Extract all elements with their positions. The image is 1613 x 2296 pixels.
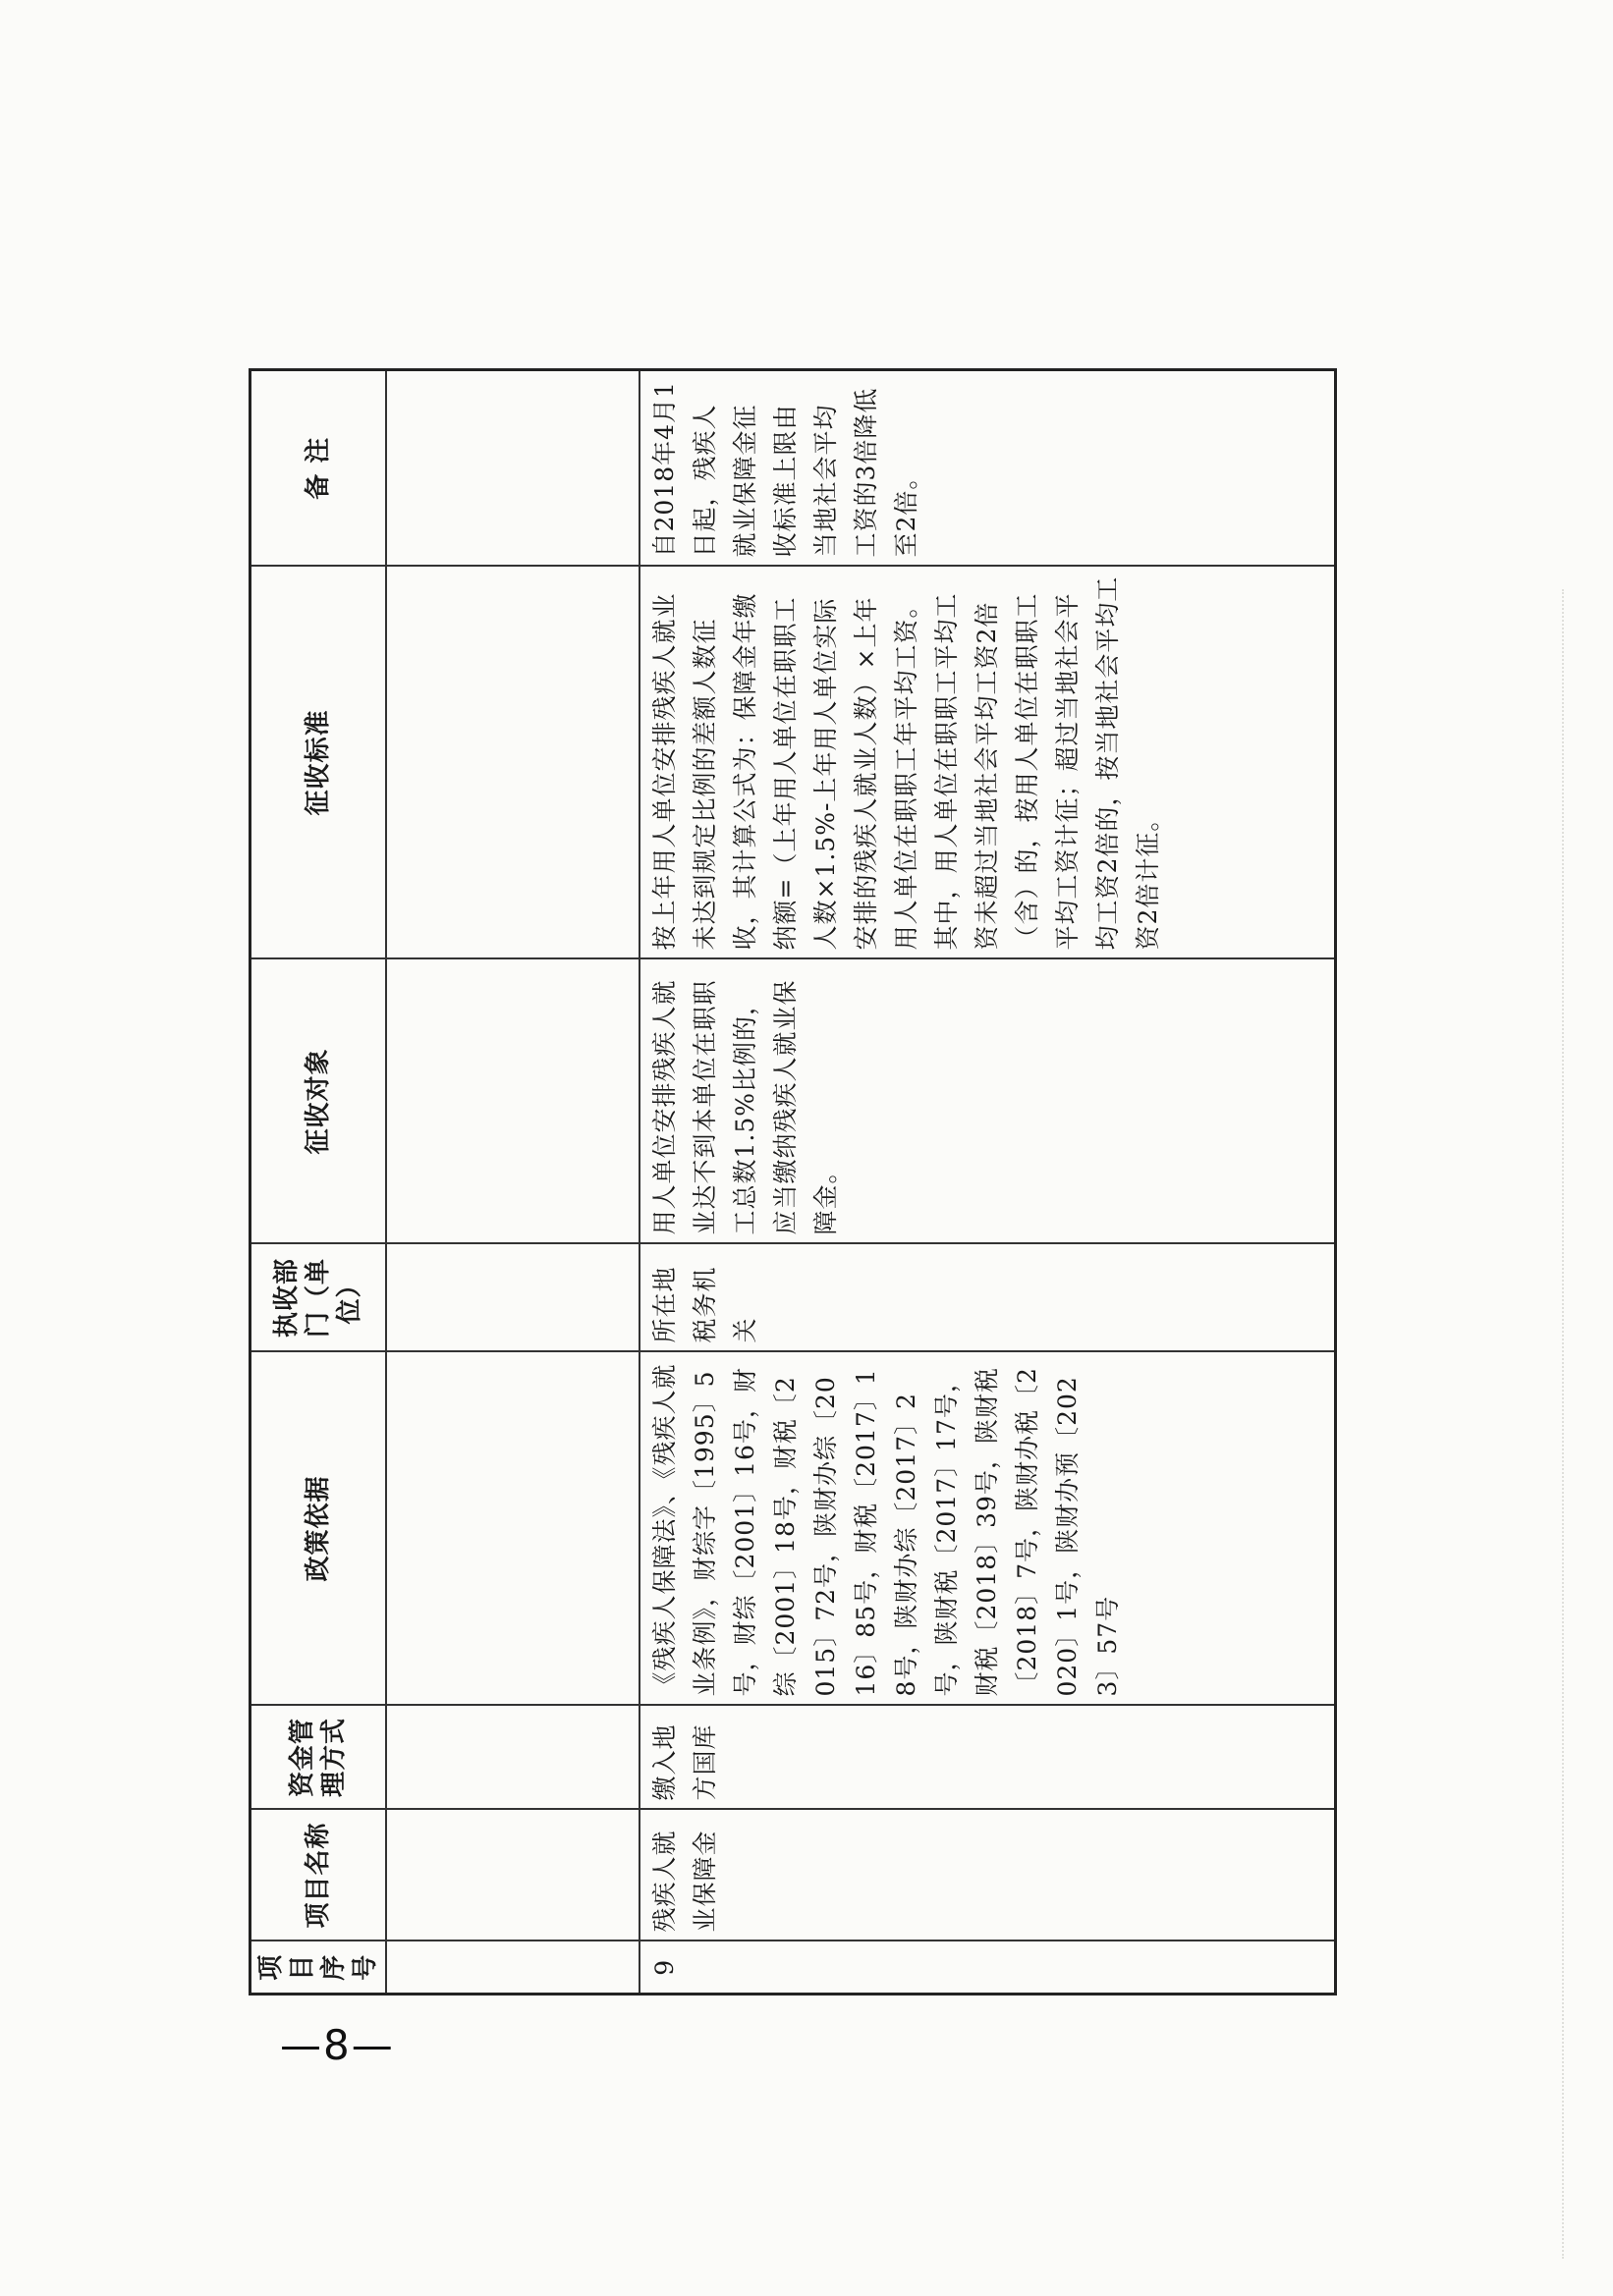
cell-name: 残疾人就业保障金 — [640, 1810, 1336, 1941]
cell-note: 自2018年4月1日起，残疾人就业保障金征收标准上限由当地社会平均工资的3倍降低至2倍。 — [640, 370, 1336, 567]
spacer-cell — [386, 1810, 640, 1941]
cell-policy: 《残疾人保障法》、《残疾人就业条例》，财综字〔1995〕5号，财综〔2001〕16号，财综〔2001〕18号，财税〔2015〕72号，陕财办综〔2016〕85号，财税〔2017〕18号，陕财办综〔2017〕2号，陕财税〔2017〕17号，财税〔2018〕39号，陕财税〔2018〕7号，陕财办税〔2020〕1号，陕财办预〔2023〕57号 — [640, 1352, 1336, 1706]
cell-fund: 缴入地方国库 — [640, 1706, 1336, 1810]
page-number: —8— — [280, 2021, 395, 2069]
table-row — [640, 370, 1336, 1995]
header-seq: 项目序号 — [250, 1941, 387, 1995]
table-header-row — [250, 370, 387, 1995]
header-name: 项目名称 — [250, 1810, 387, 1941]
header-policy: 政策依据 — [250, 1352, 387, 1706]
rotated-document-page — [249, 371, 1337, 1995]
spacer-cell — [386, 567, 640, 959]
spacer-cell — [386, 1244, 640, 1352]
header-dept: 执收部门（单位） — [250, 1244, 387, 1352]
header-note: 备 注 — [250, 370, 387, 567]
cell-object: 用人单位安排残疾人就业达不到本单位在职职工总数1.5%比例的，应当缴纳残疾人就业保障金。 — [640, 959, 1336, 1244]
spacer-cell — [386, 1352, 640, 1706]
scan-edge-artifact — [1562, 589, 1566, 2259]
fee-table — [249, 368, 1337, 1995]
header-standard: 征收标准 — [250, 567, 387, 959]
spacer-cell — [386, 1941, 640, 1995]
spacer-cell — [386, 1706, 640, 1810]
spacer-cell — [386, 959, 640, 1244]
table-spacer-row — [386, 370, 640, 1995]
cell-standard: 按上年用人单位安排残疾人就业未达到规定比例的差额人数征收，其计算公式为：保障金年缴纳额=（上年用人单位在职职工人数×1.5%-上年用人单位实际安排的残疾人就业人数）×上年用人单位在职职工年平均工资。其中，用人单位在职职工平均工资未超过当地社会平均工资2倍（含）的，按用人单位在职职工平均工资计征；超过当地社会平均工资2倍的，按当地社会平均工资2倍计征。 — [640, 567, 1336, 959]
cell-dept: 所在地税务机关 — [640, 1244, 1336, 1352]
cell-seq: 9 — [640, 1941, 1336, 1995]
header-object: 征收对象 — [250, 959, 387, 1244]
header-fund: 资金管理方式 — [250, 1706, 387, 1810]
spacer-cell — [386, 370, 640, 567]
